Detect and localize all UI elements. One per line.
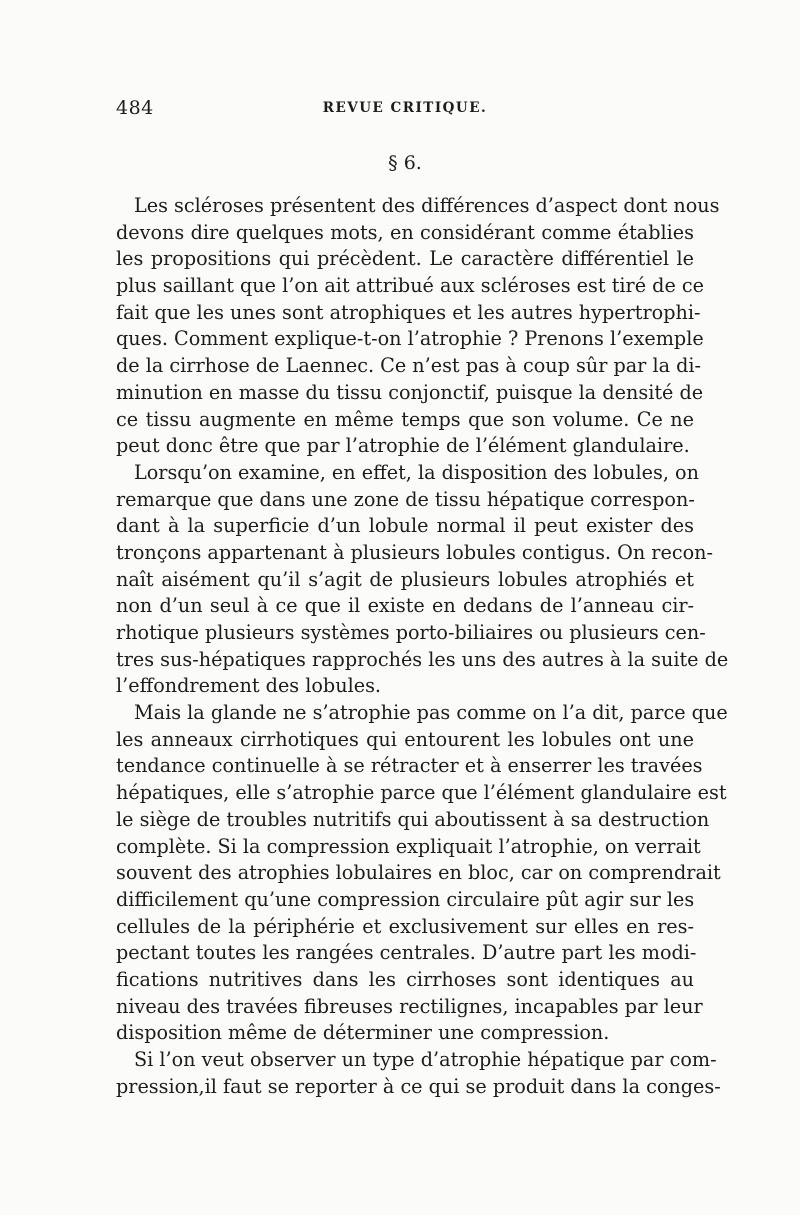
text-line: plus saillant que l’on ait attribué aux scléroses est tiré de ce bbox=[116, 274, 705, 298]
text-line: fications nutritives dans les cirrhoses sont identiques au bbox=[116, 967, 694, 991]
text-line: minution en masse du tissu conjonctif, puisque la densité de bbox=[116, 380, 704, 404]
text-line: tres sus-hépatiques rapprochés les uns des autres à la suite de bbox=[116, 647, 729, 671]
text-line: rhotique plusieurs systèmes porto-biliaires ou plusieurs cen- bbox=[116, 621, 706, 644]
page-number: 484 bbox=[116, 97, 154, 119]
text-line: tronçons appartenant à plusieurs lobules contigus. On recon- bbox=[116, 540, 713, 564]
text-line: ques. Comment explique-t-on l’atrophie ? Prenons l’exemple bbox=[116, 327, 704, 351]
text-line: dant à la superficie d’un lobule normal il peut exister des bbox=[116, 514, 694, 538]
journal-title: REVUE CRITIQUE. bbox=[322, 100, 488, 116]
text-line: non d’un seul à ce que il existe en dedans de l’anneau cir- bbox=[116, 594, 694, 618]
running-head bbox=[116, 97, 694, 127]
text-line: niveau des travées fibreuses rectilignes, incapables par leur bbox=[116, 994, 703, 1018]
text-line: Mais la glande ne s’atrophie pas comme on l’a dit, parce que bbox=[134, 701, 728, 725]
text-line: Les scléroses présentent des différences d’aspect dont nous bbox=[134, 194, 720, 217]
text-line: hépatiques, elle s’atrophie parce que l’élément glandulaire est bbox=[116, 781, 727, 805]
text-line: les anneaux cirrhotiques qui entourent les lobules ont une bbox=[116, 727, 694, 751]
text-line: souvent des atrophies lobulaires en bloc, car on comprendrait bbox=[116, 861, 721, 885]
body-text bbox=[116, 193, 729, 1100]
section-heading: § 6. bbox=[388, 152, 422, 174]
text-line: pectant toutes les rangées centrales. D’autre part les modi- bbox=[116, 941, 697, 965]
text-line: de la cirrhose de Laennec. Ce n’est pas à coup sûr par la di- bbox=[116, 354, 702, 378]
text-line: peut donc être que par l’atrophie de l’élément glandulaire. bbox=[116, 434, 690, 458]
text-line: difficilement qu’une compression circulaire pût agir sur les bbox=[116, 887, 695, 911]
text-line: devons dire quelques mots, en considérant comme établies bbox=[116, 220, 694, 244]
text-line: les propositions qui précèdent. Le caractère différentiel le bbox=[116, 247, 694, 271]
text-line: disposition même de déterminer une compression. bbox=[116, 1021, 610, 1045]
text-line: pression,il faut se reporter à ce qui se produit dans la conges- bbox=[116, 1074, 721, 1098]
text-line: l’effondrement des lobules. bbox=[116, 674, 382, 698]
text-line: fait que les unes sont atrophiques et les autres hypertrophi- bbox=[116, 300, 701, 324]
text-line: le siège de troubles nutritifs qui aboutissent à sa destruction bbox=[116, 807, 710, 831]
text-line: Lorsqu’on examine, en effet, la disposition des lobules, on bbox=[134, 460, 699, 484]
text-line: cellules de la périphérie et exclusivement sur elles en res- bbox=[116, 914, 694, 938]
text-line: Si l’on veut observer un type d’atrophie hépatique par com- bbox=[134, 1048, 717, 1071]
text-line: naît aisément qu’il s’agit de plusieurs lobules atrophiés et bbox=[116, 567, 694, 591]
text-line: complète. Si la compression expliquait l’atrophie, on verrait bbox=[116, 834, 701, 858]
text-line: ce tissu augmente en même temps que son volume. Ce ne bbox=[116, 407, 694, 431]
text-line: tendance continuelle à se rétracter et à enserrer les travées bbox=[116, 754, 703, 778]
text-line: remarque que dans une zone de tissu hépatique correspon- bbox=[116, 487, 695, 511]
